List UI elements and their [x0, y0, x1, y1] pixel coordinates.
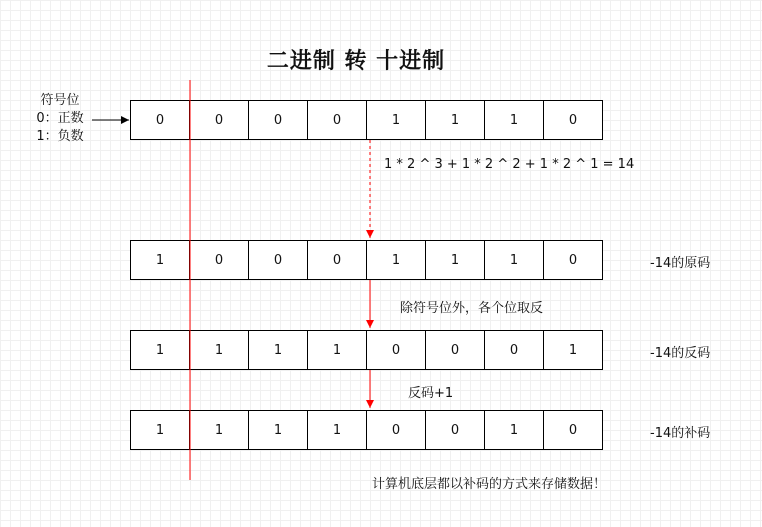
bit-cell: 1 [130, 330, 190, 370]
bit-cell: 1 [189, 330, 249, 370]
bit-cell: 0 [248, 240, 308, 280]
bit-cell: 1 [130, 410, 190, 450]
bit-cell: 1 [307, 410, 367, 450]
bit-cell: 0 [189, 100, 249, 140]
plus-one-note: 反码+1 [408, 386, 454, 401]
sign-bit-label-title: 符号位 [40, 93, 80, 108]
bit-cell: 0 [543, 240, 603, 280]
bit-cell: 0 [425, 410, 485, 450]
bit-cell: 0 [307, 100, 367, 140]
bit-cell: 0 [543, 100, 603, 140]
row-label-ones-complement: -14的反码 [650, 346, 711, 361]
bit-cell: 0 [484, 330, 544, 370]
bit-cell: 0 [366, 410, 426, 450]
bit-cell: 1 [248, 330, 308, 370]
bit-cell: 1 [484, 240, 544, 280]
bit-cell: 1 [543, 330, 603, 370]
bit-cell: 0 [189, 240, 249, 280]
bit-cell: 1 [189, 410, 249, 450]
row-label-twos-complement: -14的补码 [650, 426, 711, 441]
bit-cell: 0 [425, 330, 485, 370]
bit-cell: 1 [307, 330, 367, 370]
bit-cell: 1 [366, 100, 426, 140]
diagram-title: 二进制 转 十进制 [266, 49, 446, 74]
bit-cell: 0 [366, 330, 426, 370]
sign-bit-label-negative: 1：负数 [36, 129, 84, 144]
footer-note: 计算机底层都以补码的方式来存储数据！ [372, 477, 607, 492]
invert-note: 除符号位外，各个位取反 [400, 301, 544, 316]
bit-cell: 1 [366, 240, 426, 280]
bit-cell: 0 [130, 100, 190, 140]
bit-cell: 0 [307, 240, 367, 280]
calculation-note: 1 * 2 ^ 3 + 1 * 2 ^ 2 + 1 * 2 ^ 1 = 14 [384, 157, 635, 172]
bit-cell: 1 [484, 100, 544, 140]
bit-cell: 1 [425, 240, 485, 280]
sign-bit-label-positive: 0：正数 [36, 111, 84, 126]
bit-cell: 0 [543, 410, 603, 450]
row-label-sign-magnitude: -14的原码 [650, 256, 711, 271]
bit-cell: 1 [425, 100, 485, 140]
bit-cell: 0 [248, 100, 308, 140]
bit-cell: 1 [130, 240, 190, 280]
bit-cell: 1 [484, 410, 544, 450]
bit-cell: 1 [248, 410, 308, 450]
